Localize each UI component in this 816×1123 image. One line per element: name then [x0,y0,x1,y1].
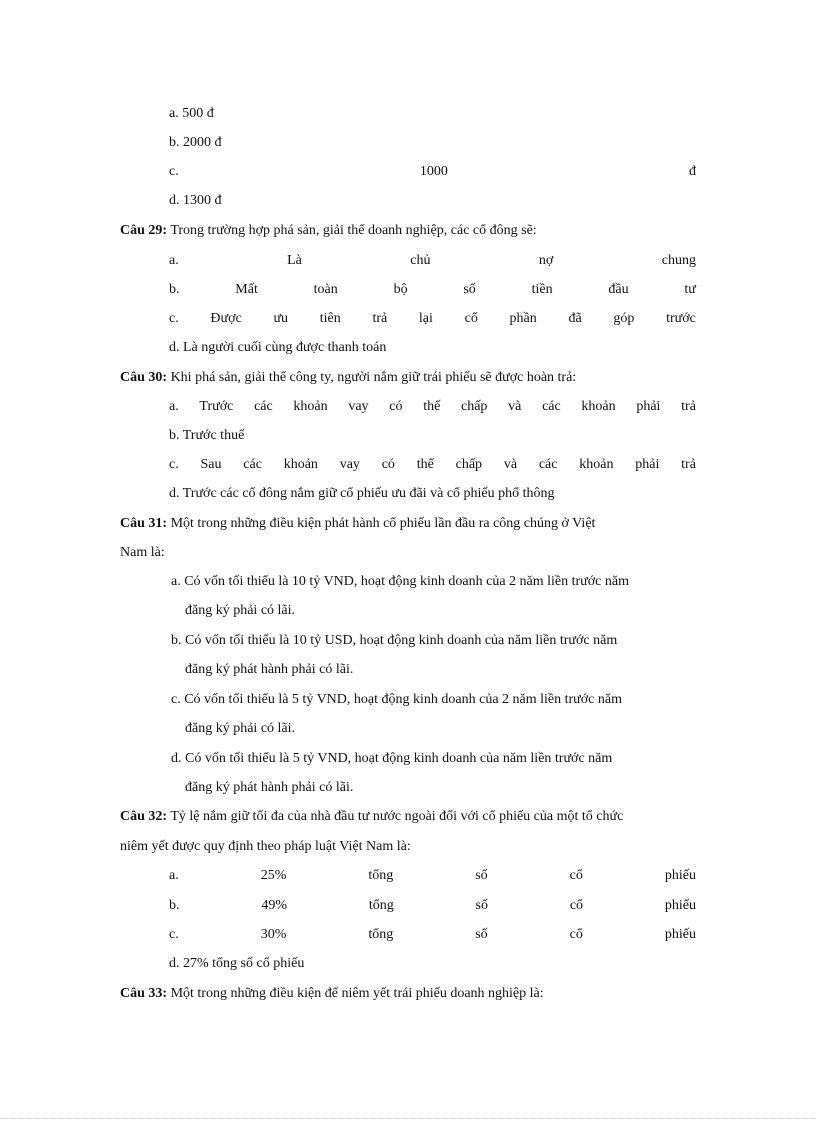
q29-option-a: a. Là chủ nợ chung [169,253,696,268]
q29-option-c: c. Được ưu tiên trả lại cổ phần đã góp trước [169,311,696,326]
q31-option-a-cont: đăng ký phải có lãi. [185,603,296,618]
q33-question [120,983,696,1005]
q32-text: Tỷ lệ nắm giữ tối đa của nhà đầu tư nước ngoài đối với cổ phiếu của một tổ chức [170,809,624,824]
q32-option-b: b. 49% tổng số cổ phiếu [169,898,696,913]
q31-label: Câu 31: [120,516,168,531]
q29-option-b: b. Mất toàn bộ số tiền đầu tư [169,282,696,297]
q32-option-c: c. 30% tổng số cổ phiếu [169,927,696,942]
q31-option-c: c. Có vốn tối thiểu là 5 tỷ VND, hoạt động kinh doanh của 2 năm liền trước năm [171,692,622,707]
q32-question-line2: niêm yết được quy định theo pháp luật Việt Nam là: [120,839,411,854]
q30-text: Khi phá sản, giải thể công ty, người nắm giữ trái phiếu sẽ được hoàn trả: [170,370,577,385]
q29-question [120,220,696,242]
q28-option-d: d. 1300 đ [169,193,222,208]
q33-label: Câu 33: [120,986,168,1001]
q28-option-b: b. 2000 đ [169,135,222,150]
q31-option-d-cont: đăng ký phát hành phải có lãi. [185,780,354,795]
q30-option-b: b. Trước thuế [169,428,245,443]
q30-option-d: d. Trước các cổ đông nắm giữ cổ phiếu ưu đãi và cổ phiếu phổ thông [169,486,555,501]
q28-option-c: c. 1000 đ [169,164,696,179]
q31-option-c-cont: đăng ký phải có lãi. [185,721,296,736]
q31-question-line2: Nam là: [120,545,165,560]
q31-option-d: d. Có vốn tối thiểu là 5 tỷ VND, hoạt động kinh doanh của năm liền trước năm [171,751,613,766]
q30-label: Câu 30: [120,370,168,385]
q30-question [120,367,696,389]
q29-label: Câu 29: [120,223,168,238]
q32-label: Câu 32: [120,809,168,824]
q29-option-d: d. Là người cuối cùng được thanh toán [169,340,387,355]
q33-text: Một trong những điều kiện để niêm yết trái phiếu doanh nghiệp là: [170,986,544,1001]
page-bottom-divider [0,1118,816,1119]
q32-option-a: a. 25% tổng số cổ phiếu [169,868,696,883]
q31-text: Một trong những điều kiện phát hành cổ phiếu lần đầu ra công chúng ở Việt [170,516,596,531]
q28-option-a: a. 500 đ [169,106,214,121]
q30-option-a: a. Trước các khoản vay có thế chấp và các khoản phải trả [169,399,696,414]
q31-option-b: b. Có vốn tối thiểu là 10 tỷ USD, hoạt động kinh doanh của năm liền trước năm [171,633,618,648]
q29-text: Trong trường hợp phá sản, giải thể doanh nghiệp, các cổ đông sẽ: [170,223,537,238]
q30-option-c: c. Sau các khoản vay có thế chấp và các khoản phải trả [169,457,696,472]
q31-question-line1 [120,513,696,535]
q32-question-line1 [120,806,696,828]
q32-option-d: d. 27% tổng số cổ phiếu [169,956,305,971]
q31-option-b-cont: đăng ký phát hành phải có lãi. [185,662,354,677]
q31-option-a: a. Có vốn tối thiểu là 10 tỷ VND, hoạt động kinh doanh của 2 năm liền trước năm [171,574,629,589]
